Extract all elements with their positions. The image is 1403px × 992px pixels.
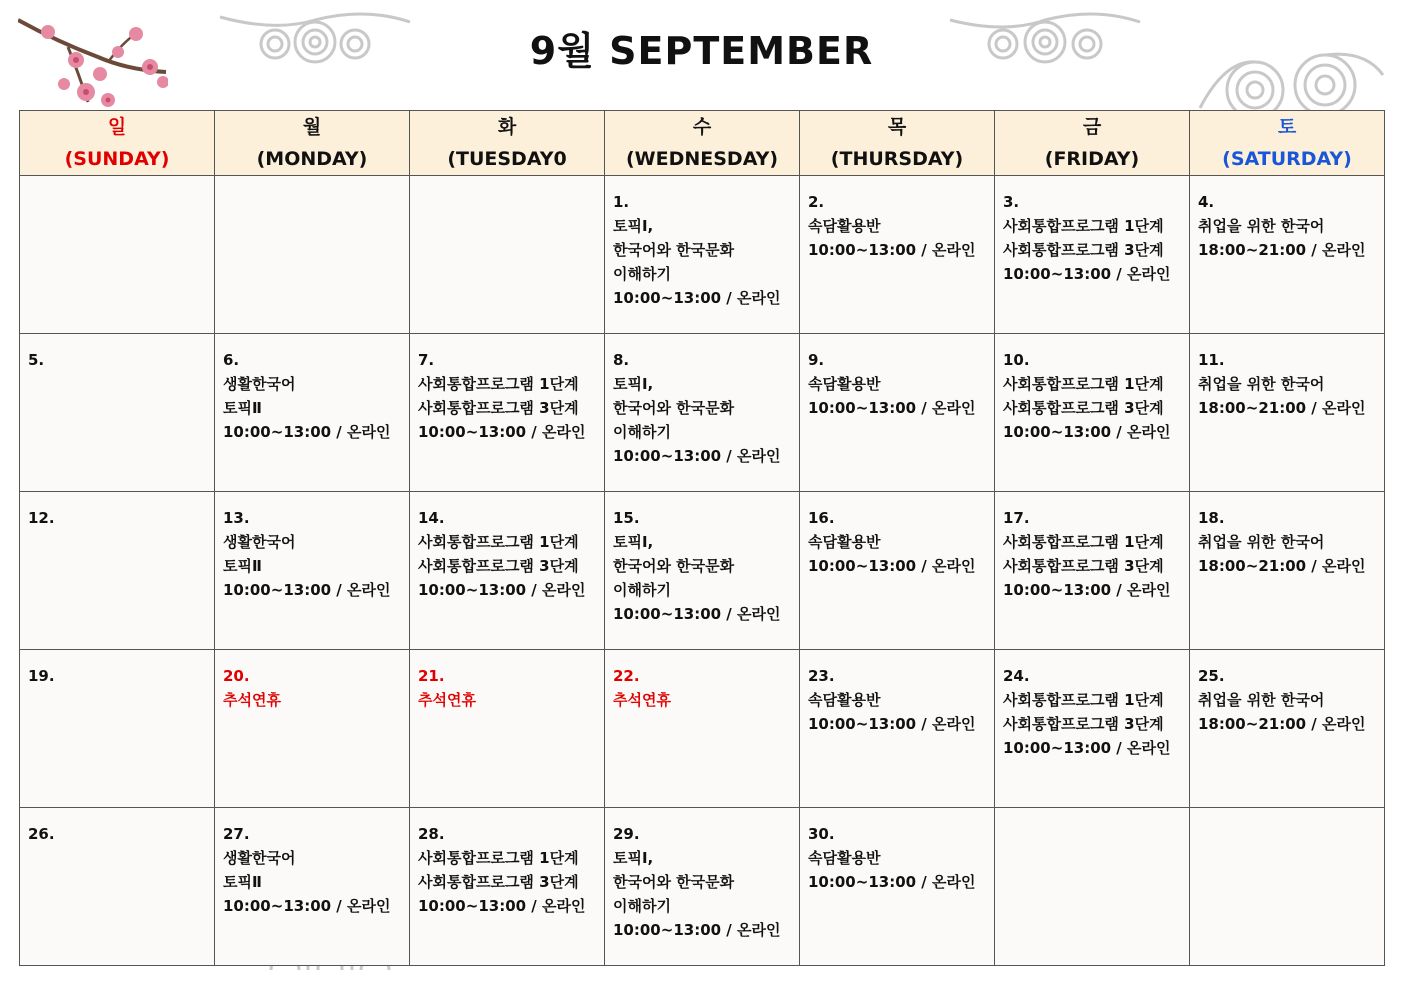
weekday-kr: 화 (497, 116, 517, 138)
event-line: 생활한국어 (223, 849, 296, 867)
weekday-kr: 토 (1277, 116, 1297, 138)
weekday-en: (THURSDAY) (830, 148, 964, 170)
empty-day-cell (215, 176, 410, 334)
event-line: 10:00~13:00 / 온라인 (613, 289, 781, 307)
day-number: 13. (223, 509, 250, 527)
day-number: 16. (808, 509, 835, 527)
day-cell (800, 492, 995, 650)
day-cell (800, 176, 995, 334)
event-line: 생활한국어 (223, 375, 296, 393)
event-line: 10:00~13:00 / 온라인 (1003, 739, 1171, 757)
day-number: 9. (808, 351, 825, 369)
event-line: 토픽Ⅰ, (613, 217, 654, 235)
weekday-kr: 금 (1082, 116, 1102, 138)
day-cell (800, 650, 995, 808)
event-line: 10:00~13:00 / 온라인 (613, 605, 781, 623)
weekday-en: (FRIDAY) (1044, 148, 1140, 170)
day-cell (215, 492, 410, 650)
event-line: 토픽Ⅰ, (613, 375, 654, 393)
day-cell (995, 334, 1190, 492)
day-number: 19. (28, 667, 55, 685)
event-line: 10:00~13:00 / 온라인 (1003, 581, 1171, 599)
empty-day-cell (20, 176, 215, 334)
event-line: 10:00~13:00 / 온라인 (808, 715, 976, 733)
event-line: 10:00~13:00 / 온라인 (418, 423, 586, 441)
event-line: 10:00~13:00 / 온라인 (613, 447, 781, 465)
weekday-kr: 월 (302, 116, 322, 138)
day-cell (605, 176, 800, 334)
day-cell (410, 334, 605, 492)
event-line: 사회통합프로그램 1단계 (418, 533, 579, 551)
event-line: 10:00~13:00 / 온라인 (223, 897, 391, 915)
day-number: 4. (1198, 193, 1215, 211)
day-number: 11. (1198, 351, 1225, 369)
event-line: 사회통합프로그램 1단계 (1003, 691, 1164, 709)
day-number: 28. (418, 825, 445, 843)
day-cell (20, 808, 215, 966)
event-line: 취업을 위한 한국어 (1198, 217, 1325, 235)
event-line: 사회통합프로그램 3단계 (418, 399, 579, 417)
event-line: 토픽Ⅰ, (613, 533, 654, 551)
holiday-label: 추석연휴 (418, 691, 476, 709)
event-line: 10:00~13:00 / 온라인 (223, 581, 391, 599)
event-line: 사회통합프로그램 1단계 (418, 375, 579, 393)
weekday-en: (TUESDAY0 (447, 148, 567, 170)
event-line: 10:00~13:00 / 온라인 (808, 873, 976, 891)
weekday-header-monday (215, 111, 410, 176)
event-line: 10:00~13:00 / 온라인 (418, 581, 586, 599)
day-cell (410, 650, 605, 808)
day-cell (1190, 176, 1385, 334)
day-number: 18. (1198, 509, 1225, 527)
day-cell (215, 334, 410, 492)
calendar-title: 9월 SEPTEMBER (529, 29, 874, 73)
event-line: 10:00~13:00 / 온라인 (1003, 265, 1171, 283)
day-cell (215, 808, 410, 966)
event-line: 사회통합프로그램 3단계 (418, 873, 579, 891)
day-cell (410, 808, 605, 966)
event-line: 생활한국어 (223, 533, 296, 551)
day-number: 5. (28, 351, 45, 369)
event-line: 취업을 위한 한국어 (1198, 533, 1325, 551)
event-line: 10:00~13:00 / 온라인 (808, 241, 976, 259)
day-number: 1. (613, 193, 630, 211)
day-number: 30. (808, 825, 835, 843)
calendar-week-row (20, 492, 1385, 650)
weekday-header-sunday (20, 111, 215, 176)
weekday-header-wednesday (605, 111, 800, 176)
day-number: 12. (28, 509, 55, 527)
event-line: 토픽Ⅱ (223, 873, 262, 891)
day-number: 8. (613, 351, 630, 369)
day-cell (800, 808, 995, 966)
day-cell (1190, 334, 1385, 492)
day-number: 27. (223, 825, 250, 843)
weekday-header-row (20, 111, 1385, 176)
event-line: 사회통합프로그램 3단계 (1003, 715, 1164, 733)
day-number: 26. (28, 825, 55, 843)
day-cell (800, 334, 995, 492)
event-line: 속담활용반 (808, 533, 881, 551)
event-line: 사회통합프로그램 1단계 (1003, 375, 1164, 393)
day-number: 25. (1198, 667, 1225, 685)
event-line: 이해하기 (613, 265, 671, 283)
day-number: 24. (1003, 667, 1030, 685)
event-line: 속담활용반 (808, 375, 881, 393)
event-line: 취업을 위한 한국어 (1198, 375, 1325, 393)
weekday-kr: 일 (107, 116, 127, 138)
day-cell (995, 176, 1190, 334)
day-cell (605, 334, 800, 492)
event-line: 토픽Ⅱ (223, 557, 262, 575)
day-number: 29. (613, 825, 640, 843)
day-number: 17. (1003, 509, 1030, 527)
empty-day-cell (1190, 808, 1385, 966)
calendar-week-row (20, 176, 1385, 334)
weekday-kr: 수 (692, 116, 712, 138)
event-line: 사회통합프로그램 3단계 (1003, 557, 1164, 575)
event-line: 사회통합프로그램 1단계 (1003, 217, 1164, 235)
weekday-kr: 목 (887, 116, 907, 138)
event-line: 사회통합프로그램 1단계 (418, 849, 579, 867)
holiday-label: 추석연휴 (223, 691, 281, 709)
day-cell (605, 650, 800, 808)
weekday-en: (SATURDAY) (1222, 148, 1352, 170)
day-cell (605, 808, 800, 966)
day-cell (20, 650, 215, 808)
event-line: 이해하기 (613, 897, 671, 915)
event-line: 사회통합프로그램 3단계 (1003, 399, 1164, 417)
day-number: 23. (808, 667, 835, 685)
day-cell (20, 492, 215, 650)
weekday-header-friday (995, 111, 1190, 176)
event-line: 한국어와 한국문화 (613, 241, 735, 259)
event-line: 18:00~21:00 / 온라인 (1198, 715, 1366, 733)
day-cell (1190, 492, 1385, 650)
calendar-body (20, 176, 1385, 966)
day-number: 10. (1003, 351, 1030, 369)
event-line: 한국어와 한국문화 (613, 399, 735, 417)
day-cell (215, 650, 410, 808)
day-cell (995, 650, 1190, 808)
event-line: 10:00~13:00 / 온라인 (808, 399, 976, 417)
day-cell (1190, 650, 1385, 808)
event-line: 한국어와 한국문화 (613, 873, 735, 891)
weekday-en: (WEDNESDAY) (625, 148, 779, 170)
monthly-calendar (19, 110, 1385, 966)
event-line: 18:00~21:00 / 온라인 (1198, 557, 1366, 575)
event-line: 사회통합프로그램 3단계 (418, 557, 579, 575)
event-line: 10:00~13:00 / 온라인 (808, 557, 976, 575)
day-cell (605, 492, 800, 650)
day-number: 22. (613, 667, 640, 685)
day-number: 2. (808, 193, 825, 211)
day-number: 20. (223, 667, 250, 685)
day-cell (410, 492, 605, 650)
event-line: 취업을 위한 한국어 (1198, 691, 1325, 709)
event-line: 속담활용반 (808, 849, 881, 867)
weekday-header-saturday (1190, 111, 1385, 176)
empty-day-cell (410, 176, 605, 334)
day-number: 15. (613, 509, 640, 527)
event-line: 10:00~13:00 / 온라인 (1003, 423, 1171, 441)
event-line: 속담활용반 (808, 217, 881, 235)
day-number: 7. (418, 351, 435, 369)
event-line: 한국어와 한국문화 (613, 557, 735, 575)
event-line: 10:00~13:00 / 온라인 (418, 897, 586, 915)
weekday-header-thursday (800, 111, 995, 176)
weekday-en: (SUNDAY) (64, 148, 170, 170)
holiday-label: 추석연휴 (613, 691, 671, 709)
event-line: 사회통합프로그램 3단계 (1003, 241, 1164, 259)
event-line: 10:00~13:00 / 온라인 (613, 921, 781, 939)
event-line: 사회통합프로그램 1단계 (1003, 533, 1164, 551)
day-number: 21. (418, 667, 445, 685)
event-line: 이해하기 (613, 581, 671, 599)
event-line: 이해하기 (613, 423, 671, 441)
day-number: 3. (1003, 193, 1020, 211)
day-cell (995, 492, 1190, 650)
event-line: 속담활용반 (808, 691, 881, 709)
event-line: 토픽Ⅱ (223, 399, 262, 417)
empty-day-cell (995, 808, 1190, 966)
calendar-week-row (20, 334, 1385, 492)
weekday-header-tuesday (410, 111, 605, 176)
day-cell (20, 334, 215, 492)
day-number: 14. (418, 509, 445, 527)
calendar-week-row (20, 650, 1385, 808)
event-line: 18:00~21:00 / 온라인 (1198, 241, 1366, 259)
event-line: 10:00~13:00 / 온라인 (223, 423, 391, 441)
weekday-en: (MONDAY) (256, 148, 368, 170)
calendar-week-row (20, 808, 1385, 966)
event-line: 토픽Ⅰ, (613, 849, 654, 867)
day-number: 6. (223, 351, 240, 369)
event-line: 18:00~21:00 / 온라인 (1198, 399, 1366, 417)
